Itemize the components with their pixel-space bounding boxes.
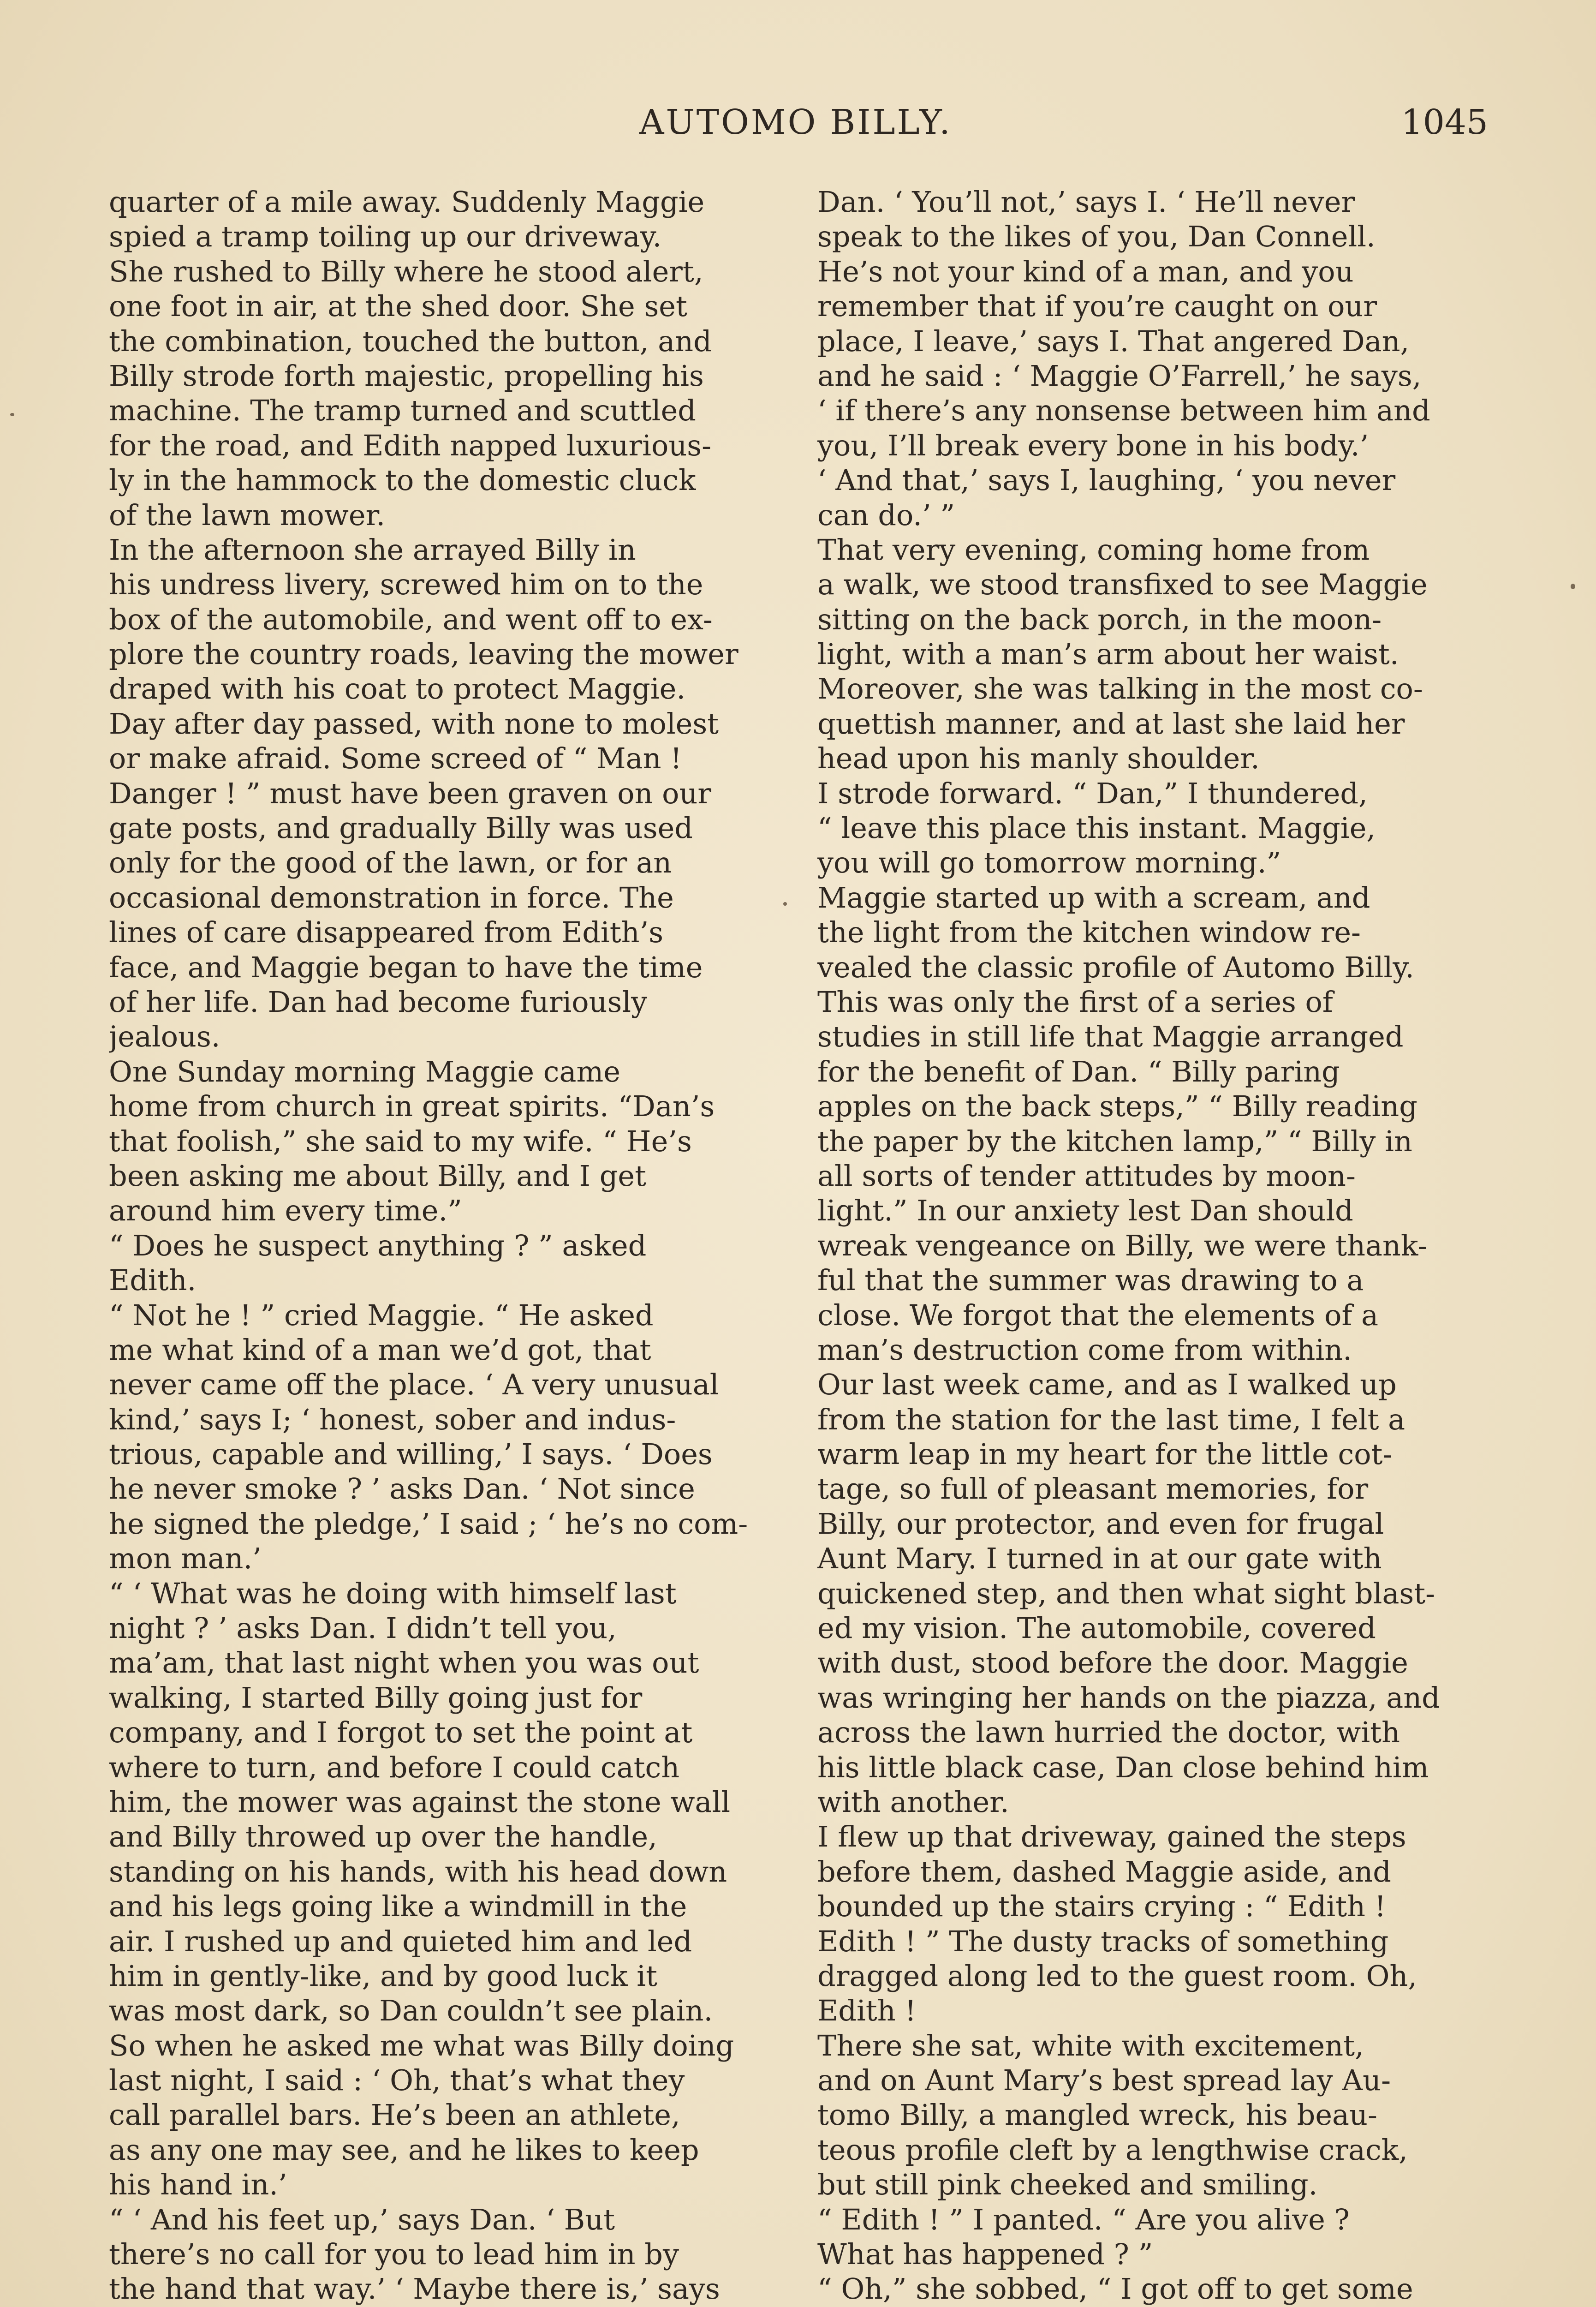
- text-line: he never smoke ? ’ asks Dan. ‘ Not since: [109, 1472, 695, 1506]
- text-line: “ ‘ And his feet up,’ says Dan. ‘ But: [109, 2202, 615, 2236]
- text-line: ly in the hammock to the domestic cluck: [109, 463, 696, 497]
- text-line: ‘ And that,’ says I, laughing, ‘ you never: [817, 463, 1396, 497]
- text-line: the combination, touched the button, and: [109, 324, 712, 358]
- text-line: Billy, our protector, and even for frugal: [817, 1506, 1384, 1541]
- text-line: “ ‘ What was he doing with himself last: [109, 1576, 677, 1610]
- text-line: ful that the summer was drawing to a: [817, 1263, 1364, 1297]
- text-line: teous profile cleft by a lengthwise crack,: [817, 2133, 1408, 2167]
- text-line: home from church in great spirits. “Dan’s: [109, 1089, 715, 1124]
- page-number: 1045: [1401, 102, 1488, 142]
- text-line: “ Does he suspect anything ? ” asked: [109, 1228, 647, 1262]
- text-line: speak to the likes of you, Dan Connell.: [817, 220, 1376, 254]
- text-line: studies in still life that Maggie arranged: [817, 1020, 1404, 1054]
- text-line: you, I’ll break every bone in his body.’: [817, 428, 1369, 462]
- text-line: of the lawn mower.: [109, 498, 386, 532]
- text-line: Dan. ‘ You’ll not,’ says I. ‘ He’ll never: [817, 185, 1355, 219]
- text-line: and he said : ‘ Maggie O’Farrell,’ he says,: [817, 359, 1422, 393]
- text-line: with another.: [817, 1785, 1009, 1819]
- text-line: Moreover, she was talking in the most co-: [817, 672, 1423, 706]
- text-line: Edith !: [817, 1994, 917, 2028]
- text-line: vealed the classic profile of Automo Billy.: [817, 950, 1414, 984]
- text-line: for the road, and Edith napped luxurious-: [109, 428, 712, 462]
- text-line: his little black case, Dan close behind him: [817, 1750, 1429, 1784]
- text-line: was most dark, so Dan couldn’t see plain.: [109, 1994, 713, 2028]
- text-line: spied a tramp toiling up our driveway.: [109, 220, 662, 254]
- text-line: This was only the first of a series of: [817, 985, 1333, 1019]
- text-line: his undress livery, screwed him on to the: [109, 568, 703, 602]
- right-text-column: [817, 185, 1486, 2307]
- text-line: of her life. Dan had become furiously: [109, 985, 648, 1019]
- text-line: me what kind of a man we’d got, that: [109, 1333, 651, 1367]
- text-line: “ Oh,” she sobbed, “ I got off to get some: [817, 2272, 1413, 2306]
- text-line: tage, so full of pleasant memories, for: [817, 1472, 1369, 1506]
- text-line: Billy strode forth majestic, propelling his: [109, 359, 704, 393]
- text-line: In the afternoon she arrayed Billy in: [109, 532, 636, 567]
- text-line: “ Edith ! ” I panted. “ Are you alive ?: [817, 2202, 1350, 2236]
- text-line: was wringing her hands on the piazza, and: [817, 1680, 1440, 1715]
- text-line: I strode forward. “ Dan,” I thundered,: [817, 776, 1368, 810]
- text-line: occasional demonstration in force. The: [109, 880, 674, 914]
- text-line: with dust, stood before the door. Maggie: [817, 1646, 1408, 1680]
- text-line: company, and I forgot to set the point at: [109, 1715, 693, 1750]
- text-line: machine. The tramp turned and scuttled: [109, 394, 696, 428]
- text-line: around him every time.”: [109, 1194, 462, 1228]
- text-line: trious, capable and willing,’ I says. ‘ Does: [109, 1437, 713, 1471]
- paper-speck: [1571, 584, 1575, 589]
- paper-speck: [10, 413, 14, 416]
- text-line: lines of care disappeared from Edith’s: [109, 915, 664, 950]
- text-line: all sorts of tender attitudes by moon-: [817, 1159, 1356, 1193]
- text-line: Maggie started up with a scream, and: [817, 880, 1370, 914]
- text-line: him, the mower was against the stone wall: [109, 1785, 731, 1819]
- text-line: There she sat, white with excitement,: [817, 2028, 1364, 2062]
- text-line: one foot in air, at the shed door. She set: [109, 289, 687, 323]
- text-line: and his legs going like a windmill in the: [109, 1889, 687, 1924]
- text-line: Edith ! ” The dusty tracks of something: [817, 1924, 1389, 1958]
- text-line: mon man.’: [109, 1542, 262, 1576]
- text-line: walking, I started Billy going just for: [109, 1680, 643, 1715]
- text-line: He’s not your kind of a man, and you: [817, 254, 1354, 288]
- page-header: [109, 99, 1488, 145]
- text-line: a walk, we stood transfixed to see Maggie: [817, 568, 1428, 602]
- text-line: She rushed to Billy where he stood alert,: [109, 254, 703, 288]
- text-line: night ? ’ asks Dan. I didn’t tell you,: [109, 1611, 617, 1645]
- left-text-column: [109, 185, 778, 2307]
- text-line: quarter of a mile away. Suddenly Maggie: [109, 185, 705, 219]
- text-line: light, with a man’s arm about her waist.: [817, 637, 1399, 671]
- text-line: remember that if you’re caught on our: [817, 289, 1377, 323]
- text-line: quettish manner, and at last she laid her: [817, 706, 1405, 741]
- text-line: as any one may see, and he likes to keep: [109, 2133, 699, 2167]
- text-line: before them, dashed Maggie aside, and: [817, 1854, 1391, 1889]
- text-line: last night, I said : ‘ Oh, that’s what they: [109, 2063, 685, 2098]
- text-line: and Billy throwed up over the handle,: [109, 1820, 657, 1854]
- text-line: across the lawn hurried the doctor, with: [817, 1715, 1400, 1750]
- text-line: or make afraid. Some screed of “ Man !: [109, 741, 682, 776]
- text-line: box of the automobile, and went off to ex-: [109, 602, 713, 636]
- running-title: AUTOMO BILLY.: [639, 102, 952, 142]
- text-line: man’s destruction come from within.: [817, 1333, 1352, 1367]
- text-line: and on Aunt Mary’s best spread lay Au-: [817, 2063, 1391, 2098]
- text-line: light.” In our anxiety lest Dan should: [817, 1194, 1353, 1228]
- text-line: you will go tomorrow morning.”: [817, 846, 1281, 880]
- text-line: So when he asked me what was Billy doing: [109, 2028, 734, 2062]
- text-line: the hand that way.’ ‘ Maybe there is,’ says: [109, 2272, 720, 2306]
- text-line: gate posts, and gradually Billy was used: [109, 811, 693, 845]
- text-line: where to turn, and before I could catch: [109, 1750, 680, 1784]
- text-line: ma’am, that last night when you was out: [109, 1646, 699, 1680]
- text-line: I flew up that driveway, gained the steps: [817, 1820, 1406, 1854]
- text-line: close. We forgot that the elements of a: [817, 1298, 1379, 1332]
- text-line: he signed the pledge,’ I said ; ‘ he’s no com-: [109, 1506, 748, 1541]
- text-line: “ leave this place this instant. Maggie,: [817, 811, 1376, 845]
- paper-speck: [783, 902, 787, 906]
- text-line: head upon his manly shoulder.: [817, 741, 1260, 776]
- text-line: ‘ if there’s any nonsense between him and: [817, 394, 1430, 428]
- text-line: wreak vengeance on Billy, we were thank-: [817, 1228, 1428, 1262]
- text-line: quickened step, and then what sight blast-: [817, 1576, 1435, 1610]
- text-line: Aunt Mary. I turned in at our gate with: [817, 1542, 1382, 1576]
- text-line: Day after day passed, with none to molest: [109, 706, 719, 741]
- text-line: apples on the back steps,” “ Billy reading: [817, 1089, 1417, 1124]
- text-line: dragged along led to the guest room. Oh,: [817, 1959, 1417, 1993]
- text-line: place, I leave,’ says I. That angered Dan,: [817, 324, 1410, 358]
- text-line: sitting on the back porch, in the moon-: [817, 602, 1382, 636]
- text-line: warm leap in my heart for the little cot-: [817, 1437, 1393, 1471]
- text-line: Edith.: [109, 1263, 197, 1297]
- text-line: but still pink cheeked and smiling.: [817, 2168, 1318, 2202]
- text-line: standing on his hands, with his head down: [109, 1854, 727, 1889]
- text-line: there’s no call for you to lead him in by: [109, 2237, 679, 2271]
- text-line: face, and Maggie began to have the time: [109, 950, 703, 984]
- text-line: plore the country roads, leaving the mower: [109, 637, 738, 671]
- text-line: his hand in.’: [109, 2168, 287, 2202]
- text-line: been asking me about Billy, and I get: [109, 1159, 646, 1193]
- text-line: bounded up the stairs crying : “ Edith !: [817, 1889, 1386, 1924]
- text-line: air. I rushed up and quieted him and led: [109, 1924, 692, 1958]
- text-line: tomo Billy, a mangled wreck, his beau-: [817, 2098, 1377, 2132]
- text-line: never came off the place. ‘ A very unusual: [109, 1368, 719, 1402]
- text-line: only for the good of the lawn, or for an: [109, 846, 672, 880]
- text-line: That very evening, coming home from: [817, 532, 1370, 567]
- text-line: jealous.: [109, 1020, 220, 1054]
- text-line: for the benefit of Dan. “ Billy paring: [817, 1054, 1340, 1088]
- text-line: “ Not he ! ” cried Maggie. “ He asked: [109, 1298, 654, 1332]
- text-line: call parallel bars. He’s been an athlete,: [109, 2098, 680, 2132]
- text-line: One Sunday morning Maggie came: [109, 1054, 620, 1088]
- text-line: draped with his coat to protect Maggie.: [109, 672, 686, 706]
- text-line: that foolish,” she said to my wife. “ He’s: [109, 1124, 692, 1158]
- text-line: Our last week came, and as I walked up: [817, 1368, 1397, 1402]
- text-line: What has happened ? ”: [817, 2237, 1153, 2271]
- text-line: can do.’ ”: [817, 498, 955, 532]
- text-line: the paper by the kitchen lamp,” “ Billy in: [817, 1124, 1412, 1158]
- text-line: Danger ! ” must have been graven on our: [109, 776, 712, 810]
- text-line: him in gently-like, and by good luck it: [109, 1959, 658, 1993]
- text-line: the light from the kitchen window re-: [817, 915, 1361, 950]
- text-line: from the station for the last time, I felt a: [817, 1402, 1405, 1436]
- text-line: kind,’ says I; ‘ honest, sober and indus-: [109, 1402, 676, 1436]
- text-line: ed my vision. The automobile, covered: [817, 1611, 1376, 1645]
